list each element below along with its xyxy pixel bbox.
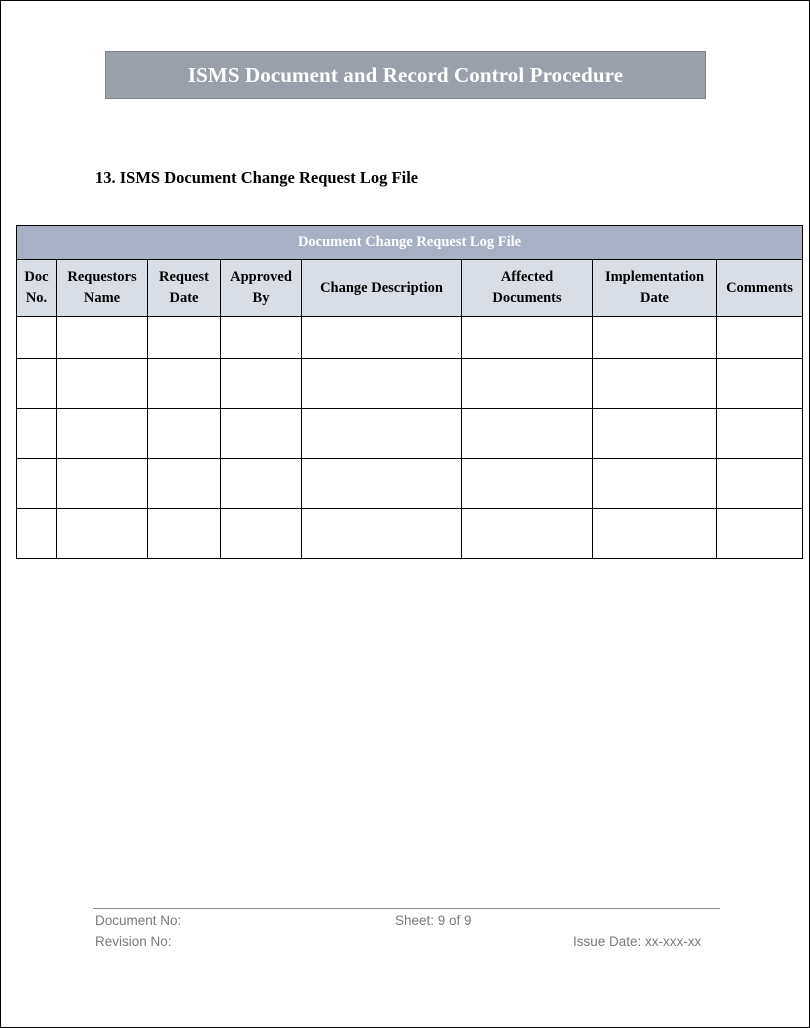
table-cell[interactable]: [57, 409, 148, 459]
table-cell[interactable]: [17, 359, 57, 409]
table-title: Document Change Request Log File: [17, 226, 803, 260]
table-cell[interactable]: [221, 509, 302, 559]
column-header: [717, 260, 803, 317]
footer-document-no: Document No:: [95, 913, 182, 928]
table-cell[interactable]: [462, 459, 593, 509]
table-cell[interactable]: [148, 317, 221, 359]
table-body: [17, 317, 803, 559]
column-header-line: Date: [169, 290, 199, 306]
table-cell[interactable]: [302, 509, 462, 559]
table-cell[interactable]: [57, 509, 148, 559]
table-cell[interactable]: [593, 409, 717, 459]
column-header-line: Implementation: [604, 269, 705, 285]
table-row: [17, 359, 803, 409]
table-cell[interactable]: [717, 509, 803, 559]
table-row: [17, 459, 803, 509]
table-cell[interactable]: [462, 317, 593, 359]
table-cell[interactable]: [717, 409, 803, 459]
column-header-line: Comments: [726, 279, 793, 296]
column-header-line: Affected: [500, 269, 554, 285]
table-cell[interactable]: [593, 509, 717, 559]
table-cell[interactable]: [593, 317, 717, 359]
table-cell[interactable]: [57, 317, 148, 359]
column-header-line: Change Description: [320, 279, 443, 296]
table-cell[interactable]: [17, 317, 57, 359]
table-cell[interactable]: [148, 509, 221, 559]
footer-issue-date: Issue Date: xx-xxx-xx: [573, 934, 702, 949]
column-header-line: Name: [83, 290, 121, 306]
table-cell[interactable]: [221, 359, 302, 409]
column-header: [57, 260, 148, 317]
footer-sheet-number: Sheet: 9 of 9: [395, 913, 472, 928]
table-cell[interactable]: [57, 359, 148, 409]
table-cell[interactable]: [221, 317, 302, 359]
change-request-log-table: [16, 225, 803, 559]
column-header: [302, 260, 462, 317]
table-cell[interactable]: [17, 509, 57, 559]
table-cell[interactable]: [717, 459, 803, 509]
column-header-line: No.: [25, 290, 48, 306]
footer-divider: [93, 908, 720, 909]
column-header-line: Doc: [24, 269, 49, 285]
column-header: [593, 260, 717, 317]
table-cell[interactable]: [462, 359, 593, 409]
column-header: [17, 260, 57, 317]
section-heading: 13. ISMS Document Change Request Log File: [95, 168, 419, 187]
column-header-line: Date: [640, 290, 669, 306]
table-row: [17, 317, 803, 359]
table-cell[interactable]: [148, 359, 221, 409]
table-cell[interactable]: [302, 317, 462, 359]
column-header-line: Requestors: [67, 269, 137, 285]
table-cell[interactable]: [221, 459, 302, 509]
table-cell[interactable]: [148, 409, 221, 459]
column-header-line: Request: [159, 269, 209, 285]
table-cell[interactable]: [462, 409, 593, 459]
table-cell[interactable]: [302, 459, 462, 509]
footer-revision-no: Revision No:: [95, 934, 172, 949]
table-cell[interactable]: [148, 459, 221, 509]
table-cell[interactable]: [302, 409, 462, 459]
column-header: [148, 260, 221, 317]
column-header-line: Approved: [230, 269, 292, 285]
column-header: [462, 260, 593, 317]
table-cell[interactable]: [302, 359, 462, 409]
column-header-line: Documents: [492, 290, 562, 306]
table-cell[interactable]: [593, 459, 717, 509]
table-cell[interactable]: [17, 459, 57, 509]
table-cell[interactable]: [17, 409, 57, 459]
table-row: [17, 509, 803, 559]
column-header: [221, 260, 302, 317]
document-title: ISMS Document and Record Control Procedure: [187, 62, 624, 87]
table-cell[interactable]: [717, 317, 803, 359]
table-cell[interactable]: [57, 459, 148, 509]
column-header-row: [17, 260, 803, 317]
title-banner: [105, 51, 706, 99]
table-cell[interactable]: [593, 359, 717, 409]
column-header-line: By: [252, 290, 270, 306]
table-cell[interactable]: [717, 359, 803, 409]
table-cell[interactable]: [462, 509, 593, 559]
table-row: [17, 409, 803, 459]
table-cell[interactable]: [221, 409, 302, 459]
